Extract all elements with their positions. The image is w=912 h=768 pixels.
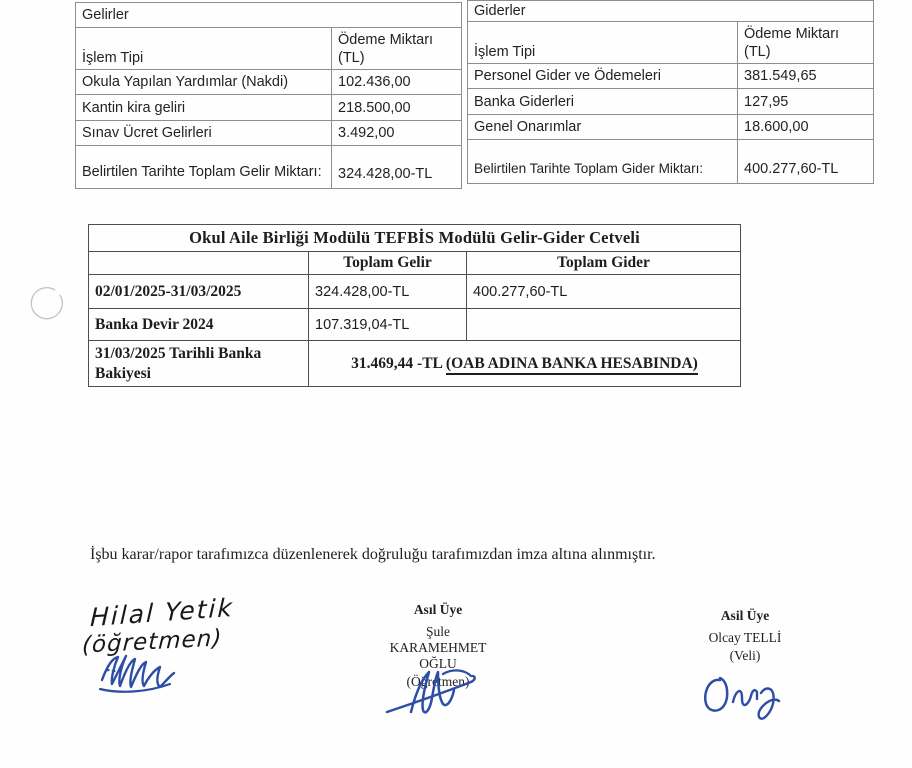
signature-name-line: KARAMEHMET	[389, 639, 487, 655]
table-row	[76, 146, 462, 189]
expense-header-amount: Ödeme Miktarı (TL)	[738, 22, 874, 64]
signature-role: (Veli)	[729, 647, 761, 663]
summary-bank-balance	[309, 341, 741, 387]
scan-hole-punch-artifact	[24, 284, 66, 326]
table-row	[468, 140, 874, 184]
signature-block-right	[682, 608, 808, 664]
summary-bank-label: 31/03/2025 Tarihli Banka Bakiyesi	[89, 341, 309, 387]
handwritten-name: Hilal Yetik	[89, 592, 235, 633]
summary-header-blank	[89, 252, 309, 275]
expense-row-amount: 18.600,00	[738, 115, 874, 140]
summary-row-gelir: 107.319,04-TL	[309, 309, 467, 341]
table-row	[89, 309, 741, 341]
summary-row-gelir: 324.428,00-TL	[309, 275, 467, 309]
expense-row-amount: 381.549,65	[738, 64, 874, 89]
expense-table	[467, 0, 874, 184]
income-row-amount: 3.492,00	[332, 121, 462, 146]
table-row	[89, 341, 741, 387]
expense-row-amount: 127,95	[738, 89, 874, 115]
expense-row-label: Banka Giderleri	[468, 89, 738, 115]
handwritten-role: (öğretmen)	[81, 625, 223, 659]
income-row-amount: 218.500,00	[332, 95, 462, 121]
signature-title: Asil Üye	[720, 608, 770, 623]
income-total-label: Belirtilen Tarihte Toplam Gelir Miktarı:	[76, 146, 332, 189]
expense-total-label: Belirtilen Tarihte Toplam Gider Miktarı:	[468, 140, 738, 184]
expense-header-type: İşlem Tipi	[468, 22, 738, 64]
signature-name-line: OĞLU	[419, 655, 457, 671]
signature-role: (Öğretmen)	[406, 673, 470, 689]
table-row	[76, 95, 462, 121]
expense-table-title: Giderler	[468, 1, 874, 22]
summary-row-gider: 400.277,60-TL	[467, 275, 741, 309]
signature-name-line: Şule	[425, 624, 450, 639]
income-total-amount: 324.428,00-TL	[332, 146, 462, 189]
summary-table-title: Okul Aile Birliği Modülü TEFBİS Modülü Gelir-Gider Cetveli	[89, 225, 741, 252]
table-row	[89, 275, 741, 309]
income-row-label: Kantin kira geliri	[76, 95, 332, 121]
income-row-amount: 102.436,00	[332, 70, 462, 95]
left-signature-scribble	[96, 650, 186, 696]
closing-statement: İşbu karar/rapor tarafımızca düzenlenerek doğruluğu tarafımızdan imza altına alınmıştır.	[90, 546, 656, 563]
summary-row-gider	[467, 309, 741, 341]
table-row	[468, 89, 874, 115]
bank-balance-amount: 31.469,44 -TL	[351, 354, 443, 372]
income-row-label: Sınav Ücret Gelirleri	[76, 121, 332, 146]
summary-header-gelir: Toplam Gelir	[309, 252, 467, 275]
summary-row-label: 02/01/2025-31/03/2025	[89, 275, 309, 309]
income-table	[75, 2, 462, 189]
signature-title: Asıl Üye	[413, 602, 463, 617]
income-row-label: Okula Yapılan Yardımlar (Nakdi)	[76, 70, 332, 95]
signature-name: Olcay TELLİ	[708, 630, 782, 645]
table-row	[76, 121, 462, 146]
tefbis-summary-table	[88, 224, 741, 387]
bank-balance-note: (OAB ADINA BANKA HESABINDA)	[446, 355, 698, 375]
table-row	[468, 115, 874, 140]
summary-row-label: Banka Devir 2024	[89, 309, 309, 341]
expense-total-amount: 400.277,60-TL	[738, 140, 874, 184]
middle-signature-scribble	[383, 666, 478, 714]
summary-header-gider: Toplam Gider	[467, 252, 741, 275]
table-row	[468, 64, 874, 89]
table-row	[76, 70, 462, 95]
income-header-type: İşlem Tipi	[76, 28, 332, 70]
income-header-amount: Ödeme Miktarı (TL)	[332, 28, 462, 70]
expense-row-label: Personel Gider ve Ödemeleri	[468, 64, 738, 89]
expense-row-label: Genel Onarımlar	[468, 115, 738, 140]
right-signature-scribble	[698, 660, 782, 722]
income-table-title: Gelirler	[76, 3, 462, 28]
